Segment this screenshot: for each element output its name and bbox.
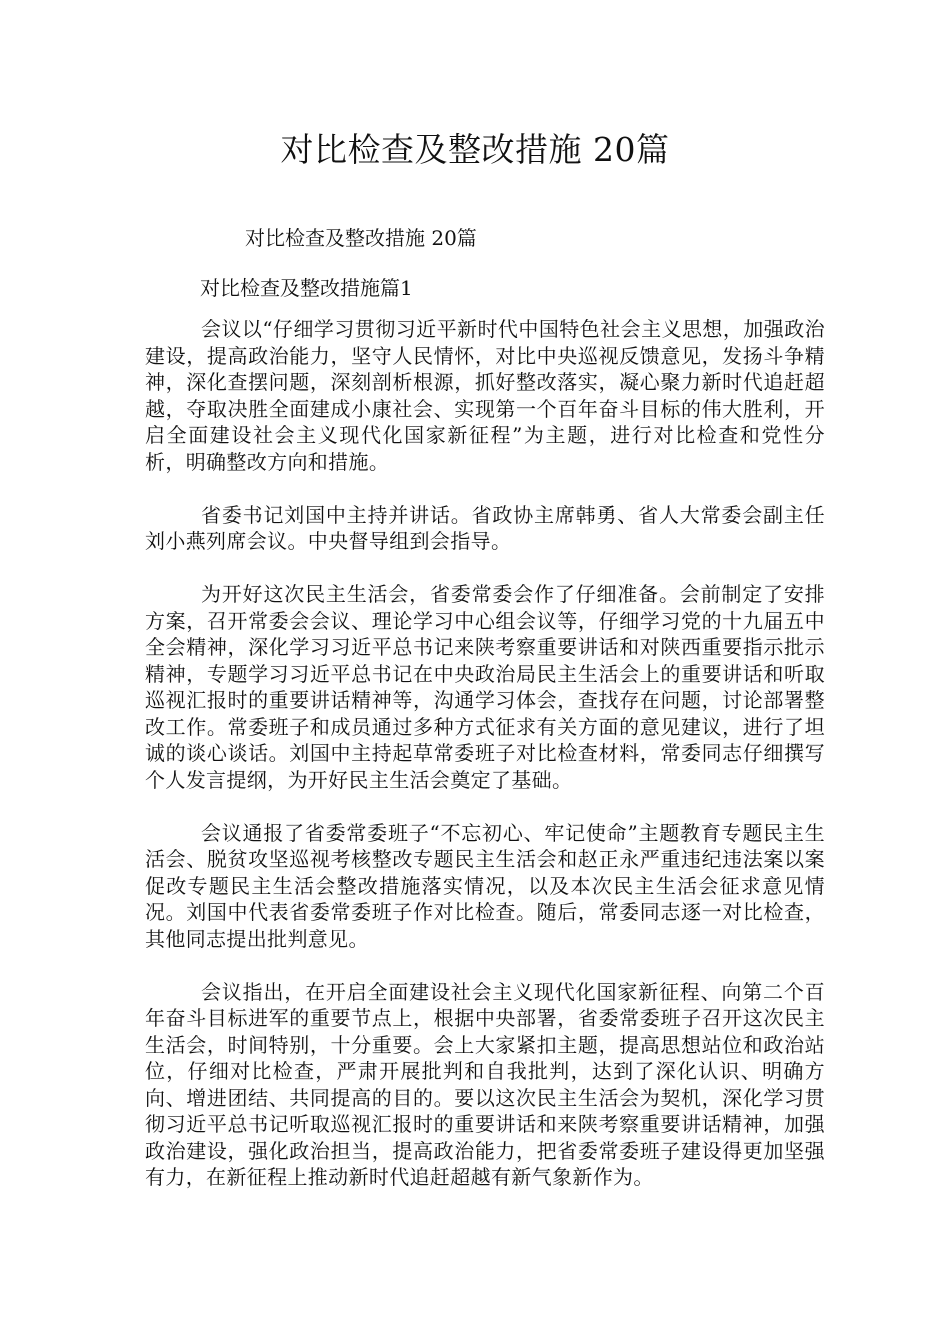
paragraph: 为开好这次民主生活会，省委常委会作了仔细准备。会前制定了安排方案，召开常委会会议、理论学习中心组会议等，仔细学习党的十九届五中全会精神，深化学习习近平总书记来陕考察重要讲话和对陕西重要指示批示精神，专题学习习近平总书记在中央政治局民主生活会上的重要讲话和听取巡视汇报时的重要讲话精神等，沟通学习体会，查找存在问题，讨论部署整改工作。常委班子和成员通过多种方式征求有关方面的意见建议，进行了坦诚的谈心谈话。刘国中主持起草常委班子对比检查材料，常委同志仔细撰写个人发言提纲，为开好民主生活会奠定了基础。	[145, 582, 825, 792]
document-title: 对比检查及整改措施 20篇	[280, 130, 670, 169]
paragraph: 省委书记刘国中主持并讲话。省政协主席韩勇、省人大常委会副主任刘小燕列席会议。中央督导组到会指导。	[145, 502, 825, 553]
section-heading: 对比检查及整改措施篇1	[200, 276, 413, 300]
paragraph: 会议通报了省委常委班子“不忘初心、牢记使命”主题教育专题民主生活会、脱贫攻坚巡视考核整改专题民主生活会和赵正永严重违纪违法案以案促改专题民主生活会整改措施落实情况，以及本次民主生活会征求意见情况。刘国中代表省委常委班子作对比检查。随后，常委同志逐一对比检查，其他同志提出批判意见。	[145, 820, 825, 951]
paragraph: 会议以“仔细学习贯彻习近平新时代中国特色社会主义思想，加强政治建设，提高政治能力，坚守人民情怀，对比中央巡视反馈意见，发扬斗争精神，深化查摆问题，深刻剖析根源，抓好整改落实，凝心聚力新时代追赶超越，夺取决胜全面建成小康社会、实现第一个百年奋斗目标的伟大胜利，开启全面建设社会主义现代化国家新征程”为主题，进行对比检查和党性分析，明确整改方向和措施。	[145, 317, 825, 474]
paragraph: 会议指出，在开启全面建设社会主义现代化国家新征程、向第二个百年奋斗目标进军的重要节点上，根据中央部署，省委常委班子召开这次民主生活会，时间特别，十分重要。会上大家紧扣主题，提高思想站位和政治站位，仔细对比检查，严肃开展批判和自我批判，达到了深化认识、明确方向、增进团结、共同提高的目的。要以这次民主生活会为契机，深化学习贯彻习近平总书记听取巡视汇报时的重要讲话和来陕考察重要讲话精神，加强政治建设，强化政治担当，提高政治能力，把省委常委班子建设得更加坚强有力，在新征程上推动新时代追赶超越有新气象新作为。	[145, 979, 825, 1189]
document-body	[145, 316, 825, 1217]
document-subtitle: 对比检查及整改措施 20篇	[245, 226, 477, 250]
